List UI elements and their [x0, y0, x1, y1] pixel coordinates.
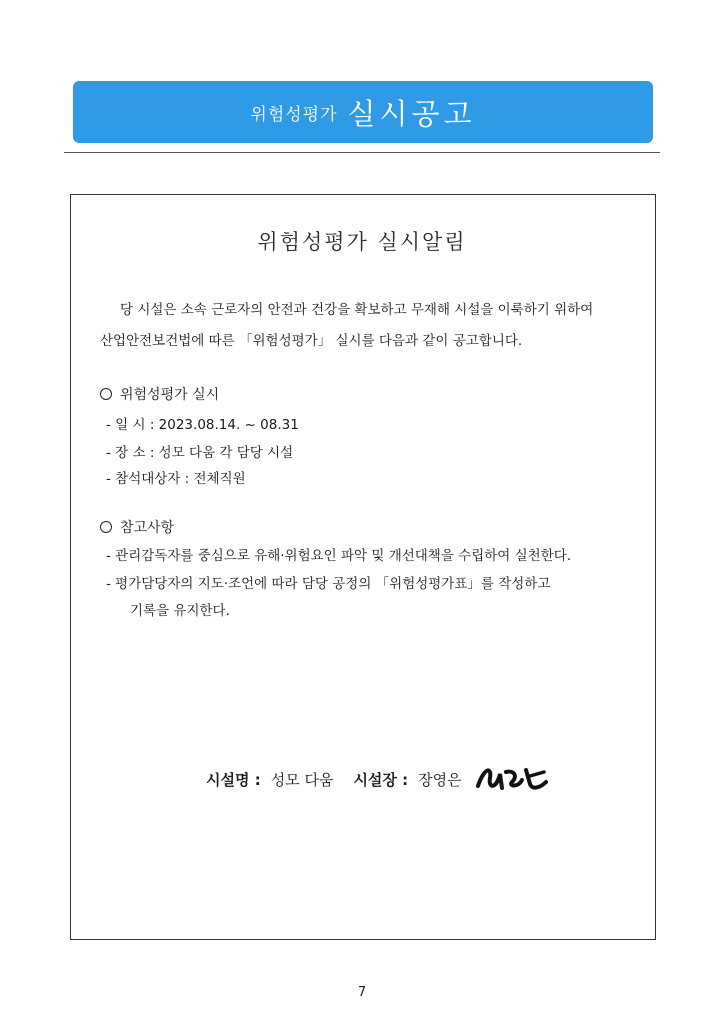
page-number: 7 [357, 985, 367, 1000]
list-item: - 장 소 : 성모 다움 각 담당 시설 [106, 445, 294, 461]
list-item: - 참석대상자 : 전체직원 [106, 471, 246, 487]
header-banner [73, 81, 653, 143]
intro-line-2: 산업안전보건법에 따른 「위험성평가」 실시를 다음과 같이 공고합니다. [100, 333, 523, 349]
circle-bullet-icon [100, 388, 112, 400]
intro-line-1: 당 시설은 소속 근로자의 안전과 건강을 확보하고 무재해 시설을 이룩하기 위하여 [120, 302, 594, 318]
header-divider [64, 152, 660, 153]
banner-title: 실시공고 [347, 96, 476, 131]
list-item: - 일 시 : 2023.08.14. ~ 08.31 [106, 417, 299, 433]
facility-name-label: 시설명 : [206, 770, 261, 789]
handwritten-signature-icon [474, 762, 552, 796]
section-heading-text: 위험성평가 실시 [120, 387, 220, 403]
list-item-continuation: 기록을 유지한다. [130, 603, 230, 619]
director-label: 시설장 : [353, 770, 409, 789]
circle-bullet-icon [100, 521, 112, 533]
signature-line [206, 762, 552, 796]
list-item: - 평가담당자의 지도·조언에 따라 담당 공정의 「위험성평가표」를 작성하고 [106, 576, 551, 592]
list-item: - 관리감독자를 중심으로 유해·위험요인 파악 및 개선대책을 수립하여 실천한다. [106, 548, 572, 564]
director-name-value: 장영은 [418, 770, 462, 789]
section-heading-notes [100, 517, 174, 537]
facility-name-value: 성모 다움 [270, 770, 334, 789]
section-heading-evaluation [100, 384, 219, 404]
document-title: 위험성평가 실시알림 [257, 230, 467, 254]
section-heading-text: 참고사항 [120, 520, 175, 536]
banner-subtitle: 위험성평가 [250, 104, 338, 125]
